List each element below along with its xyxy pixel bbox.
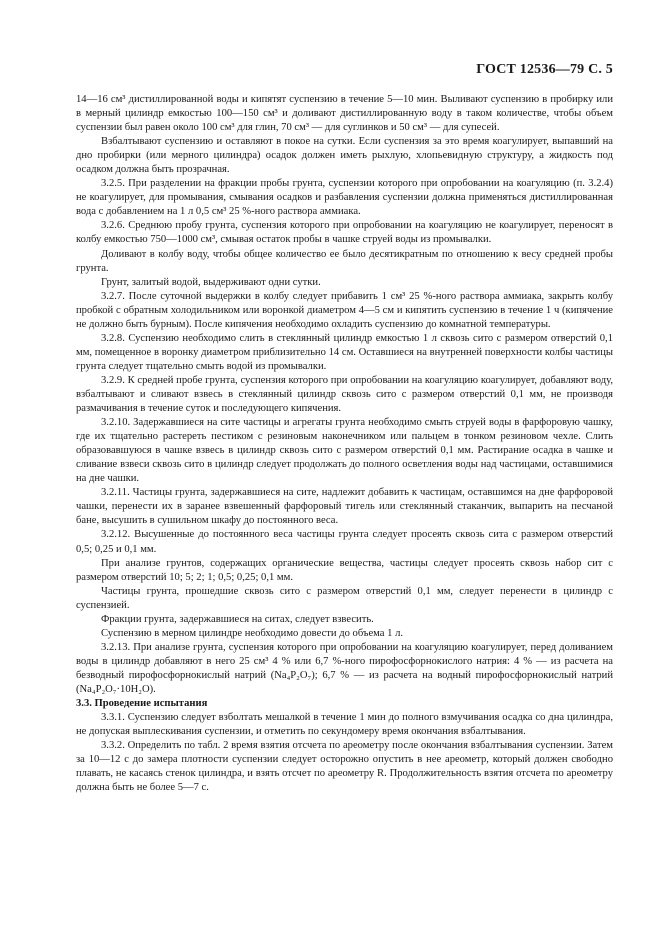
paragraph: 3.2.12. Высушенные до постоянного веса частицы грунта следует просеять сквозь сита с размером отверстий 0,5; 0,25 и 0,1 мм. xyxy=(76,529,613,555)
paragraph: 3.2.11. Частицы грунта, задержавшиеся на сите, надлежит добавить к частицам, оставшимся на дне фарфоровой чашки, перенести их в заранее взвешенный фарфоровый тигель или стеклянный стаканчик, выпарить на песчаной бане, высушить в сушильном шкафу до постоянного веса. xyxy=(76,487,613,527)
section-heading: 3.3. Проведение испытания xyxy=(76,698,208,710)
document-body xyxy=(76,93,613,795)
paragraph: Взбалтывают суспензию и оставляют в покое на сутки. Если суспензия за это время коагулирует, выпавший на дно пробирки (или мерного цилиндра) осадок должен иметь рыхлую, хлопьевидную структуру, а жидкость под осадком должна быть прозрачная. xyxy=(76,136,613,176)
paragraph: Грунт, залитый водой, выдерживают одни сутки. xyxy=(101,276,321,288)
paragraph: 3.3.2. Определить по табл. 2 время взятия отсчета по ареометру после окончания взбалтывания суспензии. Затем за 10—12 с до замера плотности суспензии следует осторожно опустить в нее ареометр, который должен свободно плавать, не касаясь стенок цилиндра, и взять отсчет по ареометру R. Продолжительность взятия отсчета по ареометру должна быть не более 5—7 с. xyxy=(76,740,613,794)
paragraph: 3.2.8. Суспензию необходимо слить в стеклянный цилиндр емкостью 1 л сквозь сито с размером отверстий 0,1 мм, помещенное в воронку диаметром приблизительно 14 см. Оставшиеся на внутренней поверхности колбы частицы грунта следует тщательно смыть водой из промывалки. xyxy=(76,332,613,372)
paragraph: 3.2.13. При анализе грунта, суспензия которого при опробовании на коагуляцию коагулирует, перед доливанием воды в цилиндр добавляют в него 25 см³ 4 % или 6,7 %-ного пирофосфорнокислого натрия: 4 % — из расчета на безводный пирофосфорнокислый натрий (Na₄P₂O₇); 6,7 % — из расчета на водный пирофосфорнокислый натрий (Na₄P₂O₇·10H₂O). xyxy=(76,641,613,695)
paragraph: Суспензию в мерном цилиндре необходимо довести до объема 1 л. xyxy=(101,627,404,639)
paragraph: При анализе грунтов, содержащих органические вещества, частицы следует просеять сквозь набор сит с размером отверстий 10; 5; 2; 1; 0,5; 0,25; 0,1 мм. xyxy=(76,557,613,583)
paragraph: Частицы грунта, прошедшие сквозь сито с размером отверстий 0,1 мм, следует перенести в цилиндр с суспензией. xyxy=(76,585,613,611)
paragraph: 3.2.6. Среднюю пробу грунта, суспензия которого при опробовании на коагуляцию не коагулирует, переносят в колбу емкостью 750—1000 см³, смывая остаток пробы в чашке струей воды из промывалки. xyxy=(76,220,613,246)
paragraph: Фракции грунта, задержавшиеся на ситах, следует взвесить. xyxy=(101,613,374,625)
paragraph: Доливают в колбу воду, чтобы общее количество ее было десятикратным по отношению к весу средней пробы грунта. xyxy=(76,248,613,274)
paragraph: 3.3.1. Суспензию следует взболтать мешалкой в течение 1 мин до полного взмучивания осадка со дна цилиндра, не допуская выплескивания суспензии, и отметить по секундомеру время окончания взбалтывания. xyxy=(76,712,613,738)
paragraph: 3.2.5. При разделении на фракции пробы грунта, суспензии которого при опробовании на коагуляцию (п. 3.2.4) не коагулирует, для промывания, смывания осадков и разбавления суспензии должна применяться дистиллированная вода с добавлением на 1 л 0,5 см³ 25 %-ного раствора аммиака. xyxy=(76,178,613,218)
paragraph: 3.2.9. К средней пробе грунта, суспензия которого при опробовании на коагуляцию коагулирует, добавляют воду, взбалтывают и сливают взвесь в стеклянный цилиндр сквозь сито с размером отверстий 0,1 мм, не производя размачивания в течение суток и последующего кипячения. xyxy=(76,374,613,415)
paragraph: 3.2.7. После суточной выдержки в колбу следует прибавить 1 см³ 25 %-ного раствора аммиака, закрыть колбу пробкой с обратным холодильником или воронкой диаметром 4—5 см и кипятить суспензию в течение 1 ч (кипячение не должно быть бурным). После кипячения необходимо охладить суспензию до комнатной температуры. xyxy=(76,290,613,330)
page-header: ГОСТ 12536—79 С. 5 xyxy=(476,62,613,77)
paragraph: 3.2.10. Задержавшиеся на сите частицы и агрегаты грунта необходимо смыть струей воды в фарфоровую чашку, где их тщательно растереть пестиком с резиновым наконечником или пальцем в тонком резиновом чехле. Слить образовавшуюся в чашке взвесь в цилиндр сквозь сито с размером отверстий 0,1 мм. Растирание осадка в чашке и сливание взвеси сквозь сито в цилиндр следует продолжать до полного осветления воды над частицами, оставшимися на дне чашки. xyxy=(76,417,613,485)
paragraph: 14—16 см³ дистиллированной воды и кипятят суспензию в течение 5—10 мин. Выливают суспензию в пробирку или в мерный цилиндр емкостью 100—150 см³ и доливают дистиллированную воду в таком количестве, чтобы объем суспензии был равен около 100 см³ для глин, 70 см³ — для суглинков и 50 см³ — для супесей. xyxy=(76,94,613,134)
